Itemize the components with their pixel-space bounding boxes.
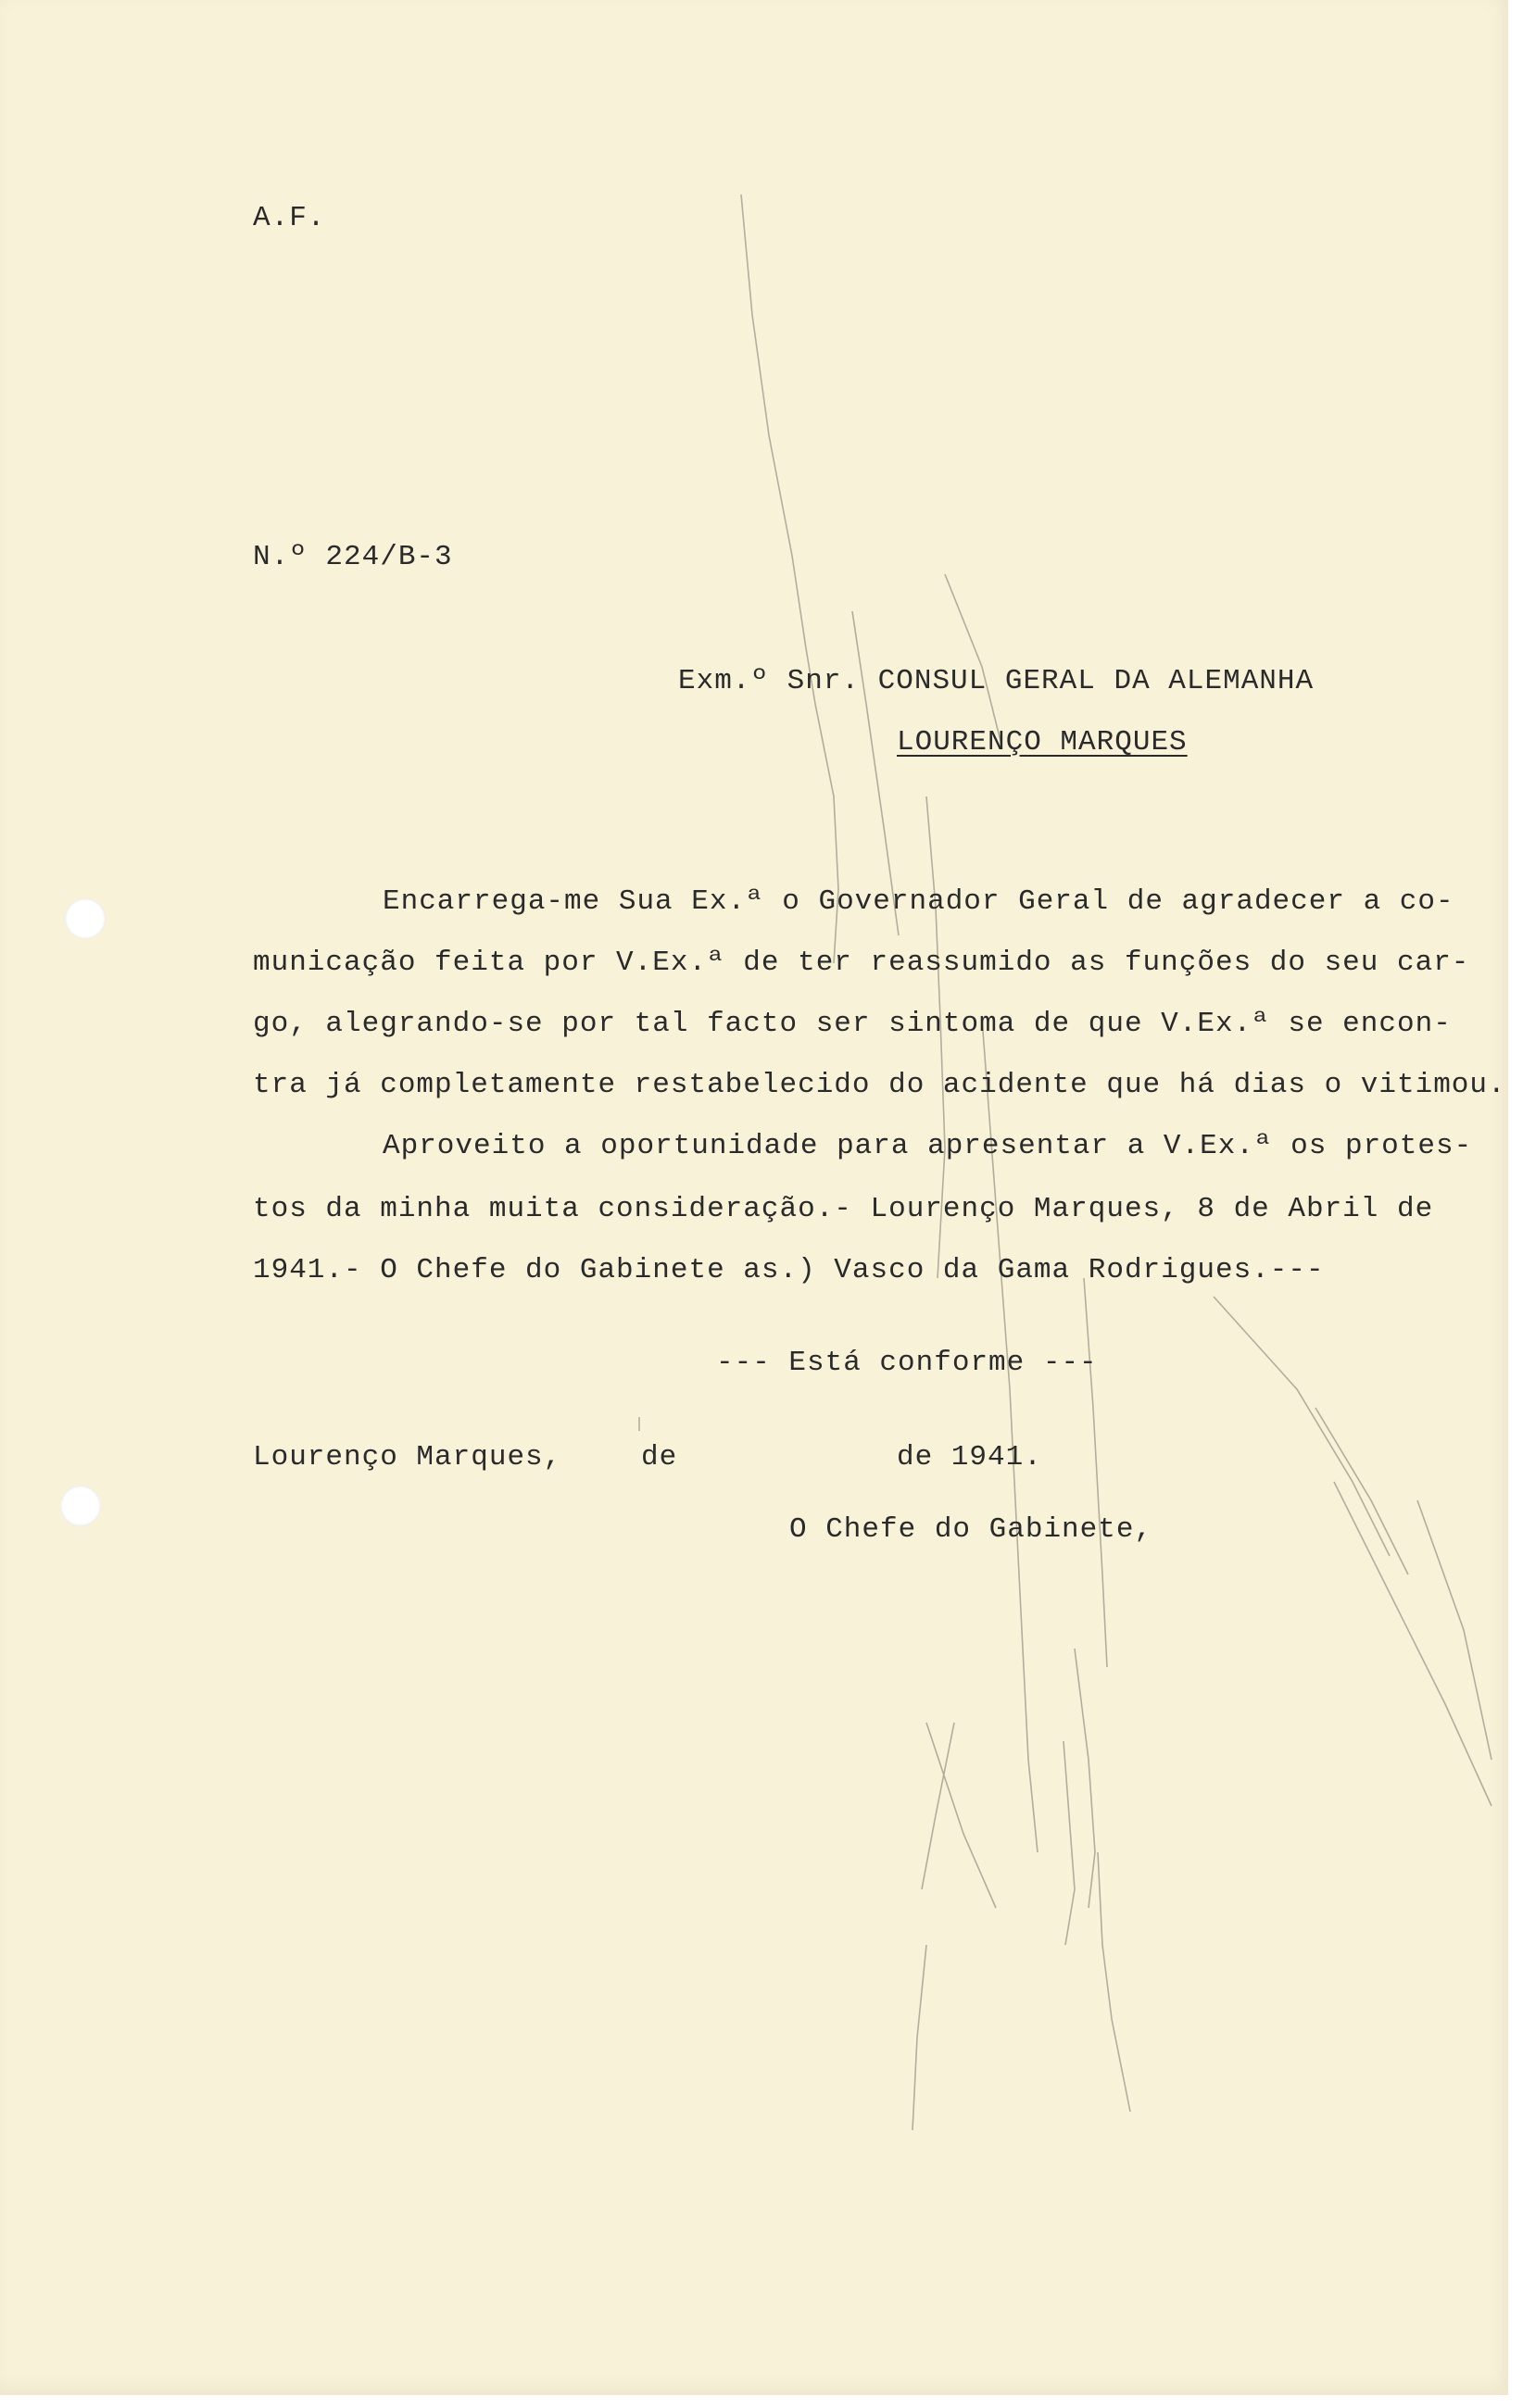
body-line-1: Encarrega-me Sua Ex.ª o Governador Geral de agradecer a co-	[383, 885, 1454, 918]
addressee-location: LOURENÇO MARQUES	[897, 726, 1188, 759]
date-de-2: de 1941.	[897, 1441, 1042, 1474]
body-line-5: Aproveito a oportunidade para apresentar a V.Ex.ª os protes-	[383, 1130, 1473, 1162]
initials: A.F.	[253, 202, 326, 234]
conformity-note: --- Está conforme ---	[716, 1347, 1098, 1379]
body-line-6: tos da minha muita consideração.- Lourenço Marques, 8 de Abril de	[253, 1193, 1434, 1225]
body-line-4: tra já completamente restabelecido do acidente que há dias o vitimou.	[253, 1069, 1506, 1101]
place-name: Lourenço Marques,	[253, 1441, 562, 1474]
body-line-2: municação feita por V.Ex.ª de ter reassumido as funções do seu car-	[253, 947, 1470, 979]
reference-number: N.º 224/B-3	[253, 541, 453, 573]
body-line-3: go, alegrando-se por tal facto ser sintoma de que V.Ex.ª se encon-	[253, 1008, 1452, 1040]
date-de-1: de	[641, 1441, 678, 1474]
body-line-7: 1941.- O Chefe do Gabinete as.) Vasco da Gama Rodrigues.---	[253, 1254, 1325, 1286]
addressee-title: Exm.º Snr. CONSUL GERAL DA ALEMANHA	[678, 665, 1315, 697]
signature-line: O Chefe do Gabinete,	[789, 1513, 1153, 1546]
